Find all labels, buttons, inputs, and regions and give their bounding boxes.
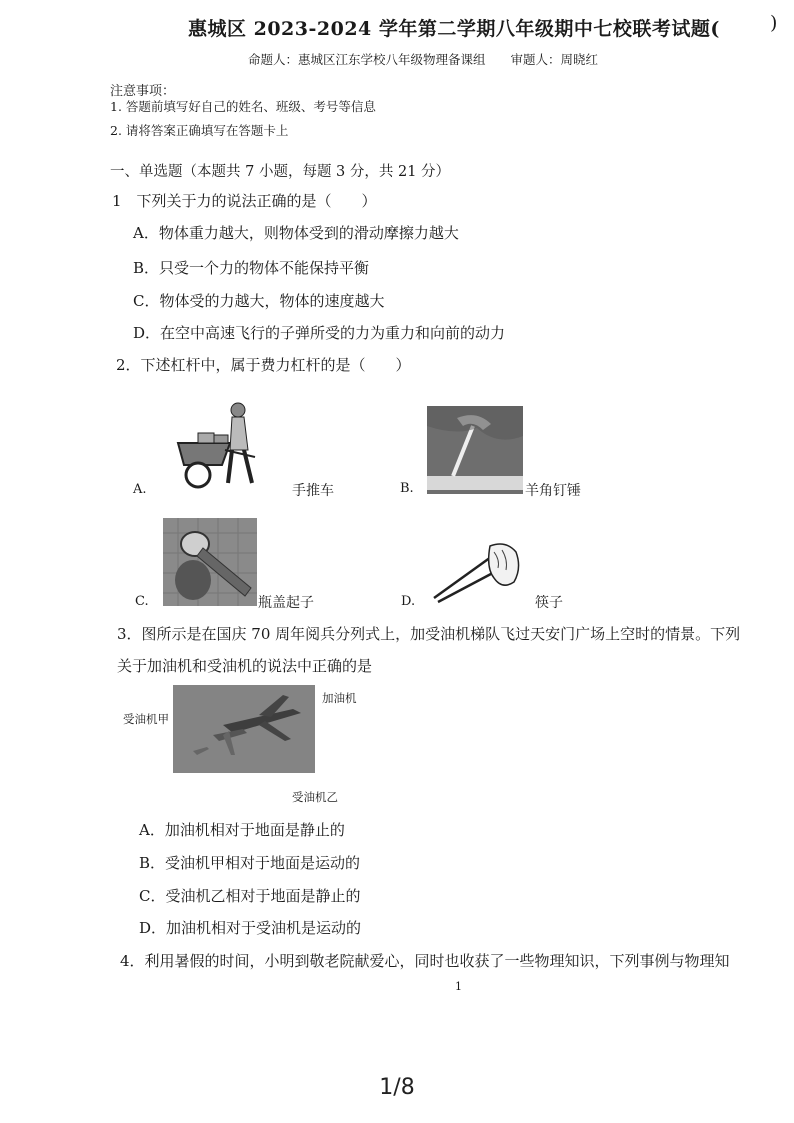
question-4-stem: 4．利用暑假的时间，小明到敬老院献爱心，同时也收获了一些物理知识，下列事例与物理知	[120, 952, 730, 970]
q3-option-d: D．加油机相对于受油机是运动的	[139, 919, 362, 937]
q1-option-c: C．物体受的力越大，物体的速度越大	[133, 292, 385, 310]
wheelbarrow-figure	[170, 395, 280, 495]
question-3-stem-line2: 关于加油机和受油机的说法中正确的是	[117, 657, 373, 675]
page-indicator: 1/8	[379, 1075, 415, 1100]
q2-option-d-name: 筷子	[535, 595, 563, 611]
q1-option-d: D．在空中高速飞行的子弹所受的力为重力和向前的动力	[133, 324, 506, 342]
q2-option-a-letter: A.	[133, 482, 147, 497]
note-item: 2. 请将答案正确填写在答题卡上	[110, 123, 289, 138]
q2-option-c-letter: C.	[135, 594, 149, 609]
q3-option-b: B．受油机甲相对于地面是运动的	[139, 854, 361, 872]
question-3-stem-line1: 3．图所示是在国庆 70 周年阅兵分列式上，加受油机梯队飞过天安门广场上空时的情景。下列	[117, 625, 741, 643]
label-tanker: 加油机	[322, 691, 357, 705]
refueling-aircraft-figure	[173, 685, 315, 773]
q2-option-d-letter: D.	[401, 594, 416, 609]
bottle-opener-figure	[163, 518, 257, 606]
label-receiver-yi: 受油机乙	[292, 790, 338, 804]
q2-option-b-name: 羊角钉锤	[525, 483, 581, 499]
q1-option-a: A．物体重力越大，则物体受到的滑动摩擦力越大	[133, 224, 459, 242]
q3-option-c: C．受油机乙相对于地面是静止的	[139, 887, 361, 905]
q2-option-b-letter: B.	[400, 481, 414, 496]
exam-title: 惠城区 2023-2024 学年第二学期八年级期中七校联考试题(	[188, 18, 720, 40]
notes-heading: 注意事项：	[110, 84, 176, 99]
question-2-stem: 2．下述杠杆中，属于费力杠杆的是（ ）	[116, 356, 411, 374]
page-mark: 1	[455, 980, 462, 993]
q3-option-a: A．加油机相对于地面是静止的	[139, 821, 345, 839]
chopsticks-figure	[428, 538, 524, 604]
claw-hammer-figure	[427, 406, 523, 494]
author-line: 命题人：惠城区江东学校八年级物理备课组 审题人：周晓红	[248, 52, 599, 67]
section-heading: 一、单选题（本题共 7 小题，每题 3 分，共 21 分）	[110, 164, 451, 180]
q2-option-c-name: 瓶盖起子	[258, 595, 314, 611]
label-receiver-jia: 受油机甲	[123, 712, 169, 726]
title-paren-close: )	[770, 12, 778, 34]
q1-option-b: B．只受一个力的物体不能保持平衡	[133, 259, 370, 277]
q2-option-a-name: 手推车	[292, 483, 334, 499]
question-1-stem: 1 下列关于力的说法正确的是（ ）	[112, 192, 377, 210]
note-item: 1. 答题前填写好自己的姓名、班级、考号等信息	[110, 99, 376, 114]
